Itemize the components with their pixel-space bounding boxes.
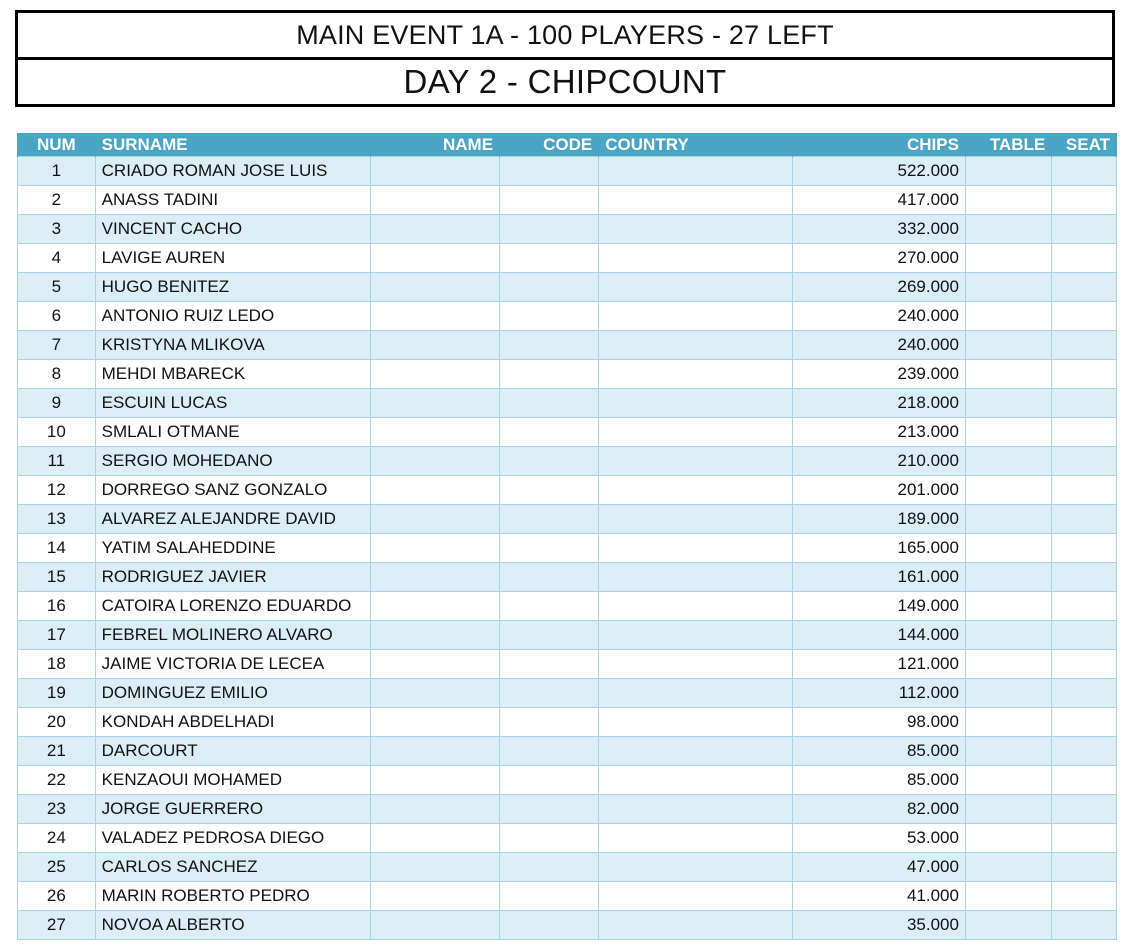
table-row: [18, 621, 1117, 650]
cell-name: [370, 505, 499, 534]
cell-seat: [1052, 244, 1117, 273]
cell-table: [965, 447, 1051, 476]
cell-num: 11: [18, 447, 96, 476]
cell-code: [500, 447, 599, 476]
cell-country: [599, 534, 793, 563]
cell-name: [370, 186, 499, 215]
cell-code: [500, 853, 599, 882]
chipcount-table: [17, 133, 1117, 940]
cell-table: [965, 302, 1051, 331]
table-row: [18, 824, 1117, 853]
cell-code: [500, 244, 599, 273]
cell-surname: VALADEZ PEDROSA DIEGO: [95, 824, 370, 853]
table-row: [18, 505, 1117, 534]
cell-chips: 269.000: [793, 273, 966, 302]
col-header-table: TABLE: [965, 133, 1051, 157]
cell-country: [599, 273, 793, 302]
cell-country: [599, 911, 793, 940]
cell-surname: KRISTYNA MLIKOVA: [95, 331, 370, 360]
cell-name: [370, 795, 499, 824]
cell-surname: NOVOA ALBERTO: [95, 911, 370, 940]
cell-country: [599, 447, 793, 476]
cell-surname: VINCENT CACHO: [95, 215, 370, 244]
cell-num: 18: [18, 650, 96, 679]
cell-num: 10: [18, 418, 96, 447]
cell-country: [599, 621, 793, 650]
cell-chips: 53.000: [793, 824, 966, 853]
cell-table: [965, 360, 1051, 389]
cell-name: [370, 766, 499, 795]
cell-surname: SERGIO MOHEDANO: [95, 447, 370, 476]
cell-surname: CARLOS SANCHEZ: [95, 853, 370, 882]
table-row: [18, 360, 1117, 389]
cell-surname: DOMINGUEZ EMILIO: [95, 679, 370, 708]
cell-num: 23: [18, 795, 96, 824]
cell-chips: 270.000: [793, 244, 966, 273]
cell-country: [599, 679, 793, 708]
cell-num: 12: [18, 476, 96, 505]
cell-chips: 82.000: [793, 795, 966, 824]
cell-seat: [1052, 534, 1117, 563]
cell-code: [500, 679, 599, 708]
cell-num: 13: [18, 505, 96, 534]
cell-num: 8: [18, 360, 96, 389]
cell-surname: ESCUIN LUCAS: [95, 389, 370, 418]
cell-table: [965, 244, 1051, 273]
cell-name: [370, 679, 499, 708]
cell-code: [500, 766, 599, 795]
cell-table: [965, 708, 1051, 737]
cell-chips: 144.000: [793, 621, 966, 650]
cell-table: [965, 737, 1051, 766]
cell-chips: 201.000: [793, 476, 966, 505]
cell-country: [599, 505, 793, 534]
cell-chips: 165.000: [793, 534, 966, 563]
cell-code: [500, 157, 599, 186]
cell-name: [370, 360, 499, 389]
cell-country: [599, 708, 793, 737]
cell-table: [965, 853, 1051, 882]
table-row: [18, 157, 1117, 186]
cell-num: 22: [18, 766, 96, 795]
cell-table: [965, 795, 1051, 824]
cell-seat: [1052, 505, 1117, 534]
cell-name: [370, 592, 499, 621]
cell-country: [599, 650, 793, 679]
table-row: [18, 331, 1117, 360]
table-row: [18, 882, 1117, 911]
cell-code: [500, 882, 599, 911]
cell-seat: [1052, 766, 1117, 795]
table-row: [18, 766, 1117, 795]
cell-num: 15: [18, 563, 96, 592]
cell-country: [599, 157, 793, 186]
cell-code: [500, 650, 599, 679]
cell-name: [370, 563, 499, 592]
cell-country: [599, 824, 793, 853]
cell-seat: [1052, 418, 1117, 447]
table-row: [18, 592, 1117, 621]
cell-surname: ANASS TADINI: [95, 186, 370, 215]
cell-country: [599, 186, 793, 215]
cell-num: 27: [18, 911, 96, 940]
cell-table: [965, 534, 1051, 563]
cell-num: 7: [18, 331, 96, 360]
col-header-num: NUM: [18, 133, 96, 157]
cell-code: [500, 360, 599, 389]
table-body: [18, 157, 1117, 940]
cell-code: [500, 186, 599, 215]
cell-surname: CRIADO ROMAN JOSE LUIS: [95, 157, 370, 186]
cell-num: 3: [18, 215, 96, 244]
table-header-row: [18, 133, 1117, 157]
cell-code: [500, 389, 599, 418]
cell-num: 21: [18, 737, 96, 766]
cell-num: 5: [18, 273, 96, 302]
cell-name: [370, 882, 499, 911]
cell-table: [965, 592, 1051, 621]
cell-code: [500, 708, 599, 737]
cell-seat: [1052, 476, 1117, 505]
cell-seat: [1052, 563, 1117, 592]
cell-surname: MARIN ROBERTO PEDRO: [95, 882, 370, 911]
cell-chips: 41.000: [793, 882, 966, 911]
cell-surname: ANTONIO RUIZ LEDO: [95, 302, 370, 331]
cell-country: [599, 737, 793, 766]
table-row: [18, 215, 1117, 244]
cell-name: [370, 273, 499, 302]
cell-chips: 85.000: [793, 737, 966, 766]
cell-name: [370, 621, 499, 650]
cell-num: 4: [18, 244, 96, 273]
cell-code: [500, 911, 599, 940]
cell-country: [599, 331, 793, 360]
cell-chips: 218.000: [793, 389, 966, 418]
cell-code: [500, 621, 599, 650]
cell-seat: [1052, 795, 1117, 824]
table-row: [18, 737, 1117, 766]
cell-name: [370, 911, 499, 940]
cell-country: [599, 592, 793, 621]
cell-surname: YATIM SALAHEDDINE: [95, 534, 370, 563]
cell-chips: 522.000: [793, 157, 966, 186]
cell-num: 24: [18, 824, 96, 853]
cell-seat: [1052, 882, 1117, 911]
cell-table: [965, 215, 1051, 244]
cell-chips: 239.000: [793, 360, 966, 389]
cell-num: 6: [18, 302, 96, 331]
cell-table: [965, 766, 1051, 795]
cell-code: [500, 331, 599, 360]
cell-code: [500, 302, 599, 331]
cell-code: [500, 418, 599, 447]
col-header-chips: CHIPS: [793, 133, 966, 157]
day-title: DAY 2 - CHIPCOUNT: [403, 63, 727, 100]
cell-name: [370, 650, 499, 679]
cell-table: [965, 418, 1051, 447]
cell-country: [599, 563, 793, 592]
cell-seat: [1052, 447, 1117, 476]
table-row: [18, 708, 1117, 737]
cell-name: [370, 215, 499, 244]
cell-name: [370, 737, 499, 766]
table-row: [18, 563, 1117, 592]
cell-country: [599, 476, 793, 505]
table-row: [18, 244, 1117, 273]
cell-surname: DARCOURT: [95, 737, 370, 766]
cell-chips: 213.000: [793, 418, 966, 447]
cell-name: [370, 389, 499, 418]
col-header-seat: SEAT: [1052, 133, 1117, 157]
cell-code: [500, 505, 599, 534]
event-title: MAIN EVENT 1A - 100 PLAYERS - 27 LEFT: [18, 13, 1112, 60]
cell-code: [500, 476, 599, 505]
cell-table: [965, 331, 1051, 360]
cell-seat: [1052, 853, 1117, 882]
table-row: [18, 679, 1117, 708]
cell-table: [965, 679, 1051, 708]
cell-surname: JAIME VICTORIA DE LECEA: [95, 650, 370, 679]
cell-name: [370, 157, 499, 186]
cell-seat: [1052, 273, 1117, 302]
table-row: [18, 273, 1117, 302]
cell-table: [965, 650, 1051, 679]
cell-num: 14: [18, 534, 96, 563]
col-header-country: COUNTRY: [599, 133, 793, 157]
table-row: [18, 447, 1117, 476]
cell-surname: SMLALI OTMANE: [95, 418, 370, 447]
cell-table: [965, 389, 1051, 418]
table-row: [18, 534, 1117, 563]
cell-num: 16: [18, 592, 96, 621]
cell-chips: 332.000: [793, 215, 966, 244]
cell-seat: [1052, 679, 1117, 708]
cell-chips: 240.000: [793, 331, 966, 360]
cell-table: [965, 563, 1051, 592]
cell-surname: JORGE GUERRERO: [95, 795, 370, 824]
cell-code: [500, 592, 599, 621]
cell-surname: DORREGO SANZ GONZALO: [95, 476, 370, 505]
cell-country: [599, 795, 793, 824]
col-header-name: NAME: [370, 133, 499, 157]
cell-chips: 161.000: [793, 563, 966, 592]
cell-name: [370, 708, 499, 737]
table-row: [18, 389, 1117, 418]
cell-country: [599, 389, 793, 418]
table-row: [18, 853, 1117, 882]
cell-code: [500, 534, 599, 563]
cell-name: [370, 853, 499, 882]
cell-country: [599, 244, 793, 273]
cell-table: [965, 476, 1051, 505]
cell-seat: [1052, 360, 1117, 389]
cell-country: [599, 215, 793, 244]
cell-country: [599, 766, 793, 795]
cell-surname: HUGO BENITEZ: [95, 273, 370, 302]
cell-seat: [1052, 157, 1117, 186]
cell-name: [370, 534, 499, 563]
cell-code: [500, 795, 599, 824]
cell-seat: [1052, 186, 1117, 215]
cell-chips: 240.000: [793, 302, 966, 331]
cell-seat: [1052, 911, 1117, 940]
cell-table: [965, 911, 1051, 940]
cell-seat: [1052, 331, 1117, 360]
cell-num: 25: [18, 853, 96, 882]
cell-chips: 85.000: [793, 766, 966, 795]
cell-chips: 47.000: [793, 853, 966, 882]
table-row: [18, 911, 1117, 940]
cell-code: [500, 563, 599, 592]
col-header-surname: SURNAME: [95, 133, 370, 157]
cell-country: [599, 302, 793, 331]
cell-num: 26: [18, 882, 96, 911]
cell-name: [370, 824, 499, 853]
cell-table: [965, 157, 1051, 186]
cell-seat: [1052, 737, 1117, 766]
cell-chips: 189.000: [793, 505, 966, 534]
cell-name: [370, 476, 499, 505]
cell-table: [965, 882, 1051, 911]
cell-country: [599, 360, 793, 389]
cell-surname: KONDAH ABDELHADI: [95, 708, 370, 737]
cell-seat: [1052, 592, 1117, 621]
cell-chips: 112.000: [793, 679, 966, 708]
cell-chips: 35.000: [793, 911, 966, 940]
cell-chips: 417.000: [793, 186, 966, 215]
cell-table: [965, 824, 1051, 853]
table-row: [18, 476, 1117, 505]
cell-surname: FEBREL MOLINERO ALVARO: [95, 621, 370, 650]
cell-name: [370, 447, 499, 476]
cell-num: 20: [18, 708, 96, 737]
cell-surname: CATOIRA LORENZO EDUARDO: [95, 592, 370, 621]
cell-seat: [1052, 302, 1117, 331]
title-box: [15, 10, 1115, 107]
cell-surname: ALVAREZ ALEJANDRE DAVID: [95, 505, 370, 534]
cell-num: 19: [18, 679, 96, 708]
cell-chips: 210.000: [793, 447, 966, 476]
cell-seat: [1052, 650, 1117, 679]
cell-num: 1: [18, 157, 96, 186]
cell-surname: RODRIGUEZ JAVIER: [95, 563, 370, 592]
cell-table: [965, 505, 1051, 534]
cell-name: [370, 418, 499, 447]
cell-code: [500, 824, 599, 853]
cell-num: 9: [18, 389, 96, 418]
cell-table: [965, 621, 1051, 650]
cell-num: 2: [18, 186, 96, 215]
cell-surname: MEHDI MBARECK: [95, 360, 370, 389]
cell-seat: [1052, 708, 1117, 737]
cell-name: [370, 302, 499, 331]
cell-table: [965, 273, 1051, 302]
cell-country: [599, 418, 793, 447]
cell-chips: 98.000: [793, 708, 966, 737]
cell-country: [599, 853, 793, 882]
cell-surname: KENZAOUI MOHAMED: [95, 766, 370, 795]
cell-name: [370, 244, 499, 273]
cell-chips: 121.000: [793, 650, 966, 679]
table-row: [18, 795, 1117, 824]
cell-code: [500, 215, 599, 244]
cell-country: [599, 882, 793, 911]
table-row: [18, 650, 1117, 679]
cell-name: [370, 331, 499, 360]
cell-code: [500, 737, 599, 766]
table-row: [18, 186, 1117, 215]
cell-seat: [1052, 824, 1117, 853]
cell-seat: [1052, 621, 1117, 650]
cell-seat: [1052, 215, 1117, 244]
col-header-code: CODE: [500, 133, 599, 157]
cell-code: [500, 273, 599, 302]
cell-surname: LAVIGE AUREN: [95, 244, 370, 273]
cell-num: 17: [18, 621, 96, 650]
cell-table: [965, 186, 1051, 215]
cell-seat: [1052, 389, 1117, 418]
table-row: [18, 418, 1117, 447]
cell-chips: 149.000: [793, 592, 966, 621]
table-row: [18, 302, 1117, 331]
